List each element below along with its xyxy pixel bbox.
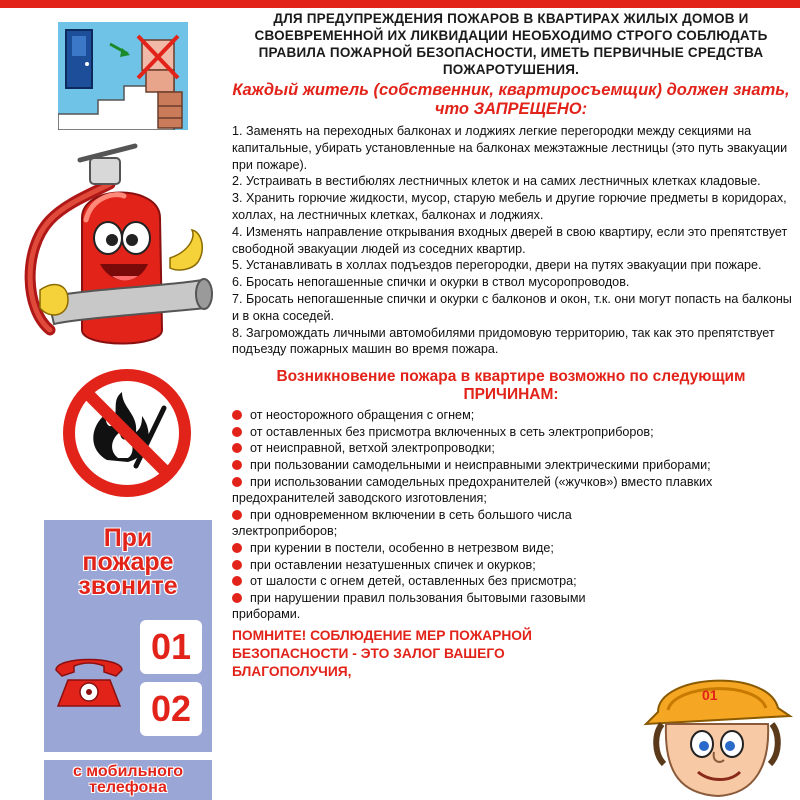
remember-text: ПОМНИТЕ! СОБЛЮДЕНИЕ МЕР ПОЖАРНОЙ БЕЗОПАСНОСТИ - ЭТО ЗАЛОГ ВАШЕГО БЛАГОПОЛУЧИЯ,: [232, 627, 532, 679]
bullet-icon: [232, 510, 242, 520]
cause-text: при пользовании самодельными и неисправными электрическими приборами;: [250, 457, 711, 472]
bullet-icon: [232, 576, 242, 586]
cause-item: [228, 457, 772, 474]
causes-heading: Возникновение пожара в квартире возможно по следующим ПРИЧИНАМ:: [276, 368, 746, 403]
top-red-bar: [0, 0, 800, 8]
mobile-line-1: с мобильного: [72, 763, 184, 780]
prohibited-item: 7. Бросать непогашенные спички и окурки с балконов и окон, т.к. они могут попасть на балконы и в окна соседей.: [232, 291, 792, 323]
prohibited-item: 8. Загромождать личными автомобилями придомовую территорию, так как это препятствует подъезду пожарных машин во время пожара.: [232, 325, 775, 357]
cause-item: [228, 590, 632, 623]
emergency-call-panel: [44, 520, 212, 752]
mobile-call-panel: [44, 760, 212, 800]
cause-item: [228, 440, 794, 457]
prohibited-item: 2. Устраивать в вестибюлях лестничных клеток и на самих лестничных клетках кладовые.: [232, 174, 761, 189]
mobile-call-text: [44, 764, 212, 796]
call-title-line-2: пожаре: [82, 548, 174, 576]
cause-item: [228, 474, 772, 507]
bullet-icon: [232, 543, 242, 553]
bullet-icon: [232, 560, 242, 570]
telephone-icon: [50, 650, 128, 712]
cause-item: [228, 573, 794, 590]
call-title-line-3: звоните: [78, 572, 178, 600]
cause-item: [228, 507, 652, 540]
cause-item: [228, 540, 794, 557]
bullet-icon: [232, 427, 242, 437]
prohibited-heading: Каждый житель (собственник, квартиросъемщик) должен знать, что ЗАПРЕЩЕНО:: [232, 81, 790, 118]
helmet-number: 01: [702, 687, 718, 703]
prohibited-item: 6. Бросать непогашенные спички и окурки в ствол мусоропроводов.: [232, 275, 630, 290]
bullet-icon: [232, 477, 242, 487]
cause-text: при нарушении правил пользования бытовыми газовыми приборами.: [232, 590, 586, 622]
cause-text: от оставленных без присмотра включенных в сеть электроприборов;: [250, 424, 654, 439]
bullet-icon: [232, 443, 242, 453]
cause-text: от неисправной, ветхой электропроводки;: [250, 441, 495, 456]
emergency-number-02: 02: [140, 682, 202, 736]
prohibited-list: [228, 123, 794, 358]
emergency-number-01: 01: [140, 620, 202, 674]
cause-item: [228, 424, 794, 441]
prohibited-item: 5. Устанавливать в холлах подъездов перегородки, двери на путях эвакуации при пожаре.: [232, 258, 762, 273]
bullet-icon: [232, 593, 242, 603]
mobile-line-2: телефона: [89, 779, 167, 796]
bullet-icon: [232, 410, 242, 420]
fireman-mascot: [638, 664, 800, 800]
cause-text: при оставлении незатушенных спичек и окурков;: [250, 557, 536, 572]
causes-list: [228, 407, 794, 623]
cause-item: [228, 407, 794, 424]
cause-text: от шалости с огнем детей, оставленных без присмотра;: [250, 574, 577, 589]
no-open-flame-sign-icon: [62, 368, 192, 498]
call-title-line-1: При: [103, 524, 153, 552]
fire-extinguisher-mascot: [20, 140, 220, 355]
intro-text: ДЛЯ ПРЕДУПРЕЖДЕНИЯ ПОЖАРОВ В КВАРТИРАХ ЖИЛЫХ ДОМОВ И СВОЕВРЕМЕННОЙ ИХ ЛИКВИДАЦИИ НЕОБХОДИМО СТРОГО СОБЛЮДАТЬ ПРАВИЛА ПОЖАРНОЙ БЕЗОПАСНОСТИ, ИМЕТЬ ПЕРВИЧНЫЕ СРЕДСТВА ПОЖАРОТУШЕНИЯ.: [254, 11, 768, 77]
call-title: [44, 526, 212, 598]
prohibited-item: 3. Хранить горючие жидкости, мусор, старую мебель и другие горючие предметы в коридорах, холлах, на лестничных клетках, балконах и лоджиях.: [232, 191, 787, 222]
bullet-icon: [232, 460, 242, 470]
prohibited-item: 1. Заменять на переходных балконах и лоджиях легкие перегородки между секциями на капитальные, убирать установленные на балконах межэтажные лестницы (это путь эвакуации при пожаре).: [232, 124, 788, 172]
main-content: [228, 10, 794, 681]
stairs-no-storage-icon: [58, 22, 188, 130]
prohibited-item: 4. Изменять направление открывания входных дверей в свою квартиру, если это препятствует свободной эвакуации людей из соседних квартир.: [232, 224, 788, 256]
cause-text: при одновременном включении в сеть большого числа электроприборов;: [232, 507, 572, 539]
cause-item: [228, 557, 794, 574]
cause-text: при использовании самодельных предохранителей («жучков») вместо плавких предохранителей заводского изготовления;: [232, 474, 713, 506]
cause-text: от неосторожного обращения с огнем;: [250, 408, 475, 423]
cause-text: при курении в постели, особенно в нетрезвом виде;: [250, 540, 554, 555]
